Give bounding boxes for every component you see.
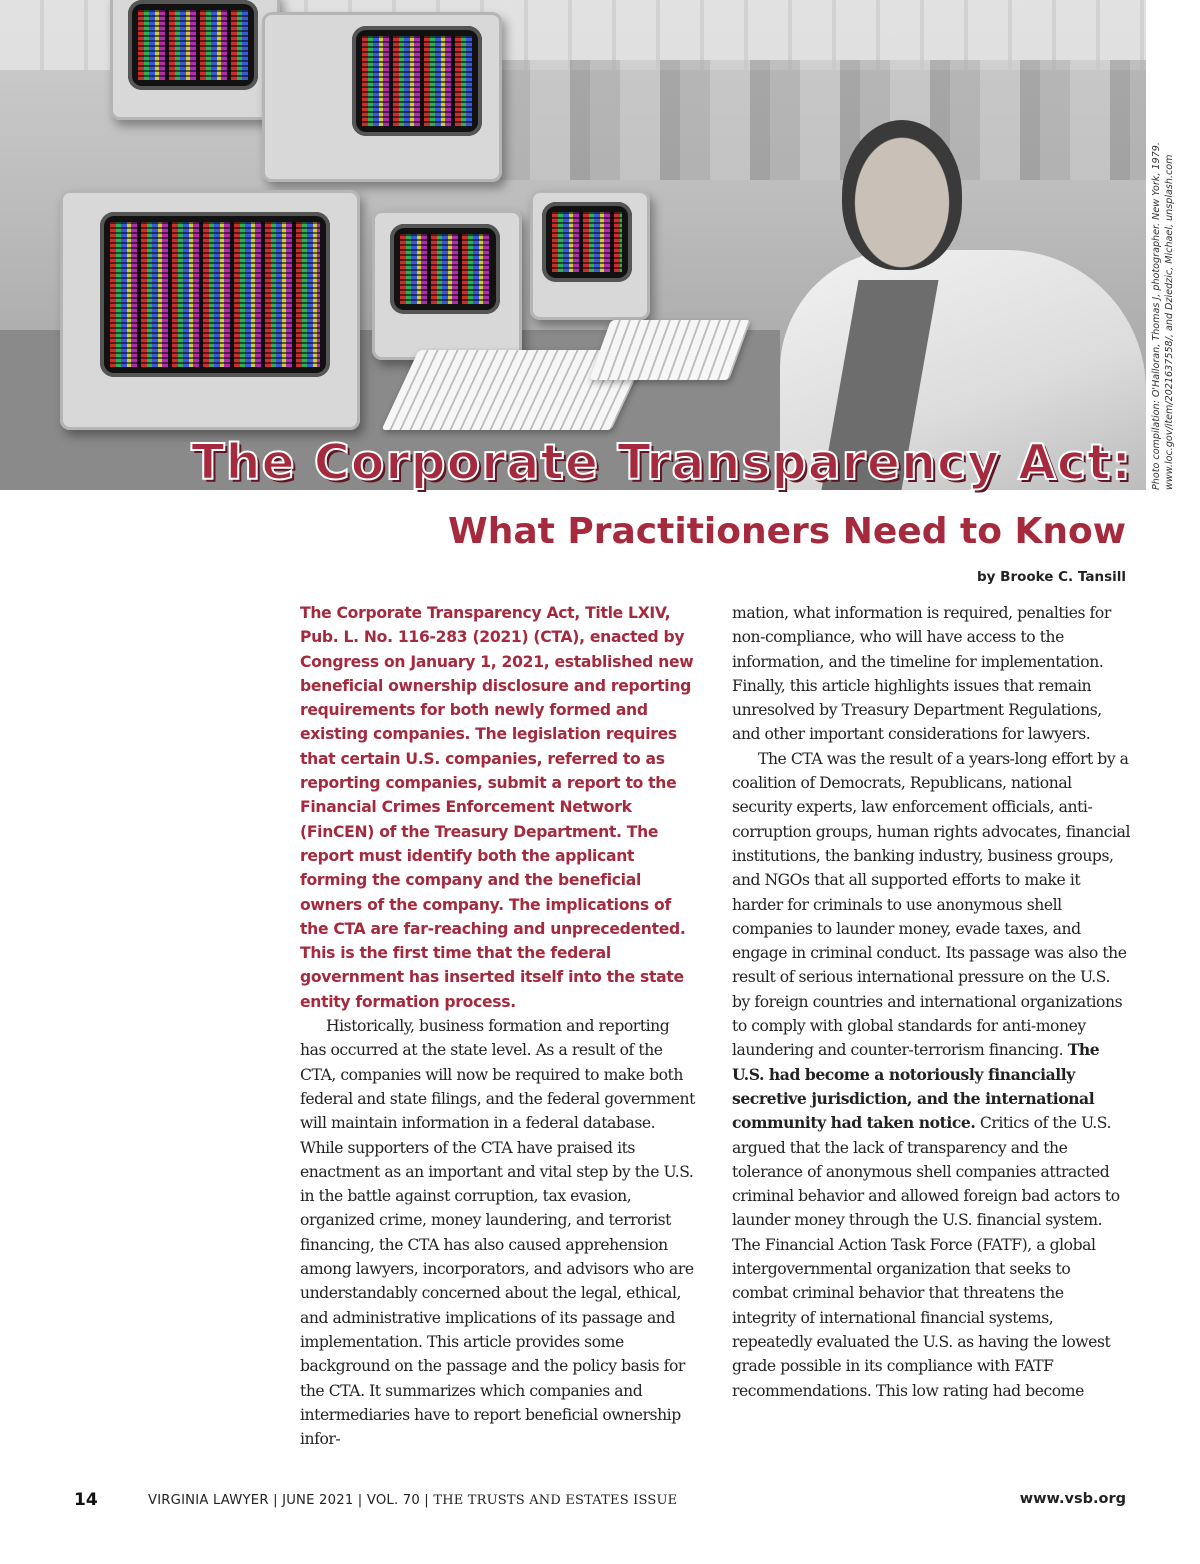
- terminal-screen: [352, 26, 482, 136]
- hero-photo: [0, 0, 1146, 490]
- paragraph-text: The CTA was the result of a years-long effort by a coalition of Democrats, Republicans, national security experts, law enforcement officials, anti-corruption groups, human rights advocates, financial institutions, the banking industry, business groups, and NGOs that all supported efforts to make it harder for criminals to use anonymous shell companies to launder money, evade taxes, and engage in criminal conduct. Its passage was also the result of serious international pressure on the U.S. by foreign countries and international organizations to comply with global standards for anti-money laundering and counter-terrorism financing.: [732, 749, 1130, 1060]
- terminal-monitor: [530, 190, 650, 320]
- office-background: [500, 60, 1146, 180]
- photo-credit-line: Photo compilation: O'Halloran, Thomas J, photographer. New York, 1979.: [1151, 142, 1162, 490]
- article-title: The Corporate Transparency Act:: [191, 434, 1132, 491]
- publication-name: VIRGINIA LAWYER | JUNE 2021 | VOL. 70 |: [148, 1493, 429, 1508]
- photo-credit: [1150, 142, 1176, 490]
- issue-name: THE TRUSTS AND ESTATES ISSUE: [433, 1493, 678, 1508]
- paragraph-text: Critics of the U.S. argued that the lack of transparency and the tolerance of anonymous shell companies attracted criminal behavior and allowed foreign bad actors to launder money through the U.S. financial system. The Financial Action Task Force (FATF), a global intergovernmental organization that seeks to combat criminal behavior that threatens the integrity of international financial systems, repeatedly evaluated the U.S. as having the lowest grade possible in its compliance with FATF recommendations. This low rating had become: [732, 1114, 1120, 1400]
- photo-credit-line: www.loc.gov/item/2021637558/, and Dziedzic, Michael, unsplash.com: [1164, 154, 1175, 490]
- article-paragraph: Historically, business formation and reporting has occurred at the state level. As a result of the CTA, companies will now be required to make both federal and state filings, and the federal government will maintain information in a federal database. While supporters of the CTA have praised its enactment as an important and vital step by the U.S. in the battle against corruption, tax evasion, organized crime, money laundering, and terrorist financing, the CTA has also caused apprehension among lawyers, incorporators, and advisors who are understandably concerned about the legal, ethical, and administrative implications of its passage and implementation. This article provides some background on the passage and the policy basis for the CTA. It summarizes which companies and intermediaries have to report beneficial ownership infor-: [300, 1017, 695, 1449]
- paragraph-bold-text: The U.S. had become a notoriously financially secretive jurisdiction, and the international community had taken notice.: [732, 1040, 1100, 1133]
- terminal-screen: [390, 224, 500, 314]
- terminal-keypad: [589, 320, 751, 380]
- article-paragraph: [732, 747, 1130, 1403]
- terminal-screen: [542, 202, 632, 282]
- article-paragraph-continued: mation, what information is required, penalties for non-compliance, who will have access to the information, and the timeline for implementation. Finally, this article highlights issues that remain unresolved by Treasury Department Regulations, and other important considerations for lawyers.: [732, 604, 1111, 744]
- website-link[interactable]: www.vsb.org: [1019, 1491, 1126, 1507]
- publication-info: [148, 1493, 677, 1508]
- terminal-monitor: [372, 210, 522, 360]
- terminal-monitor: [60, 190, 360, 430]
- article-byline: by Brooke C. Tansill: [977, 569, 1126, 585]
- man-head: [842, 120, 962, 270]
- article-column-right: [732, 601, 1130, 1403]
- terminal-monitor: [262, 12, 502, 182]
- page-footer: [0, 1490, 1200, 1514]
- terminal-screen: [100, 212, 330, 377]
- terminal-monitor: [110, 0, 280, 120]
- article-lead: The Corporate Transparency Act, Title LXIV, Pub. L. No. 116-283 (2021) (CTA), enacted by Congress on January 1, 2021, established new beneficial ownership disclosure and reporting requirements for both newly formed and existing companies. The legislation requires that certain U.S. companies, referred to as reporting companies, submit a report to the Financial Crimes Enforcement Network (FinCEN) of the Treasury Department. The report must identify both the applicant forming the company and the beneficial owners of the company. The implications of the CTA are far-reaching and unprecedented. This is the first time that the federal government has inserted itself into the state entity formation process.: [300, 604, 694, 1011]
- terminal-screen: [128, 0, 258, 90]
- page-number: 14: [74, 1490, 98, 1510]
- article-column-left: [300, 601, 696, 1451]
- article-subtitle: What Practitioners Need to Know: [448, 511, 1126, 552]
